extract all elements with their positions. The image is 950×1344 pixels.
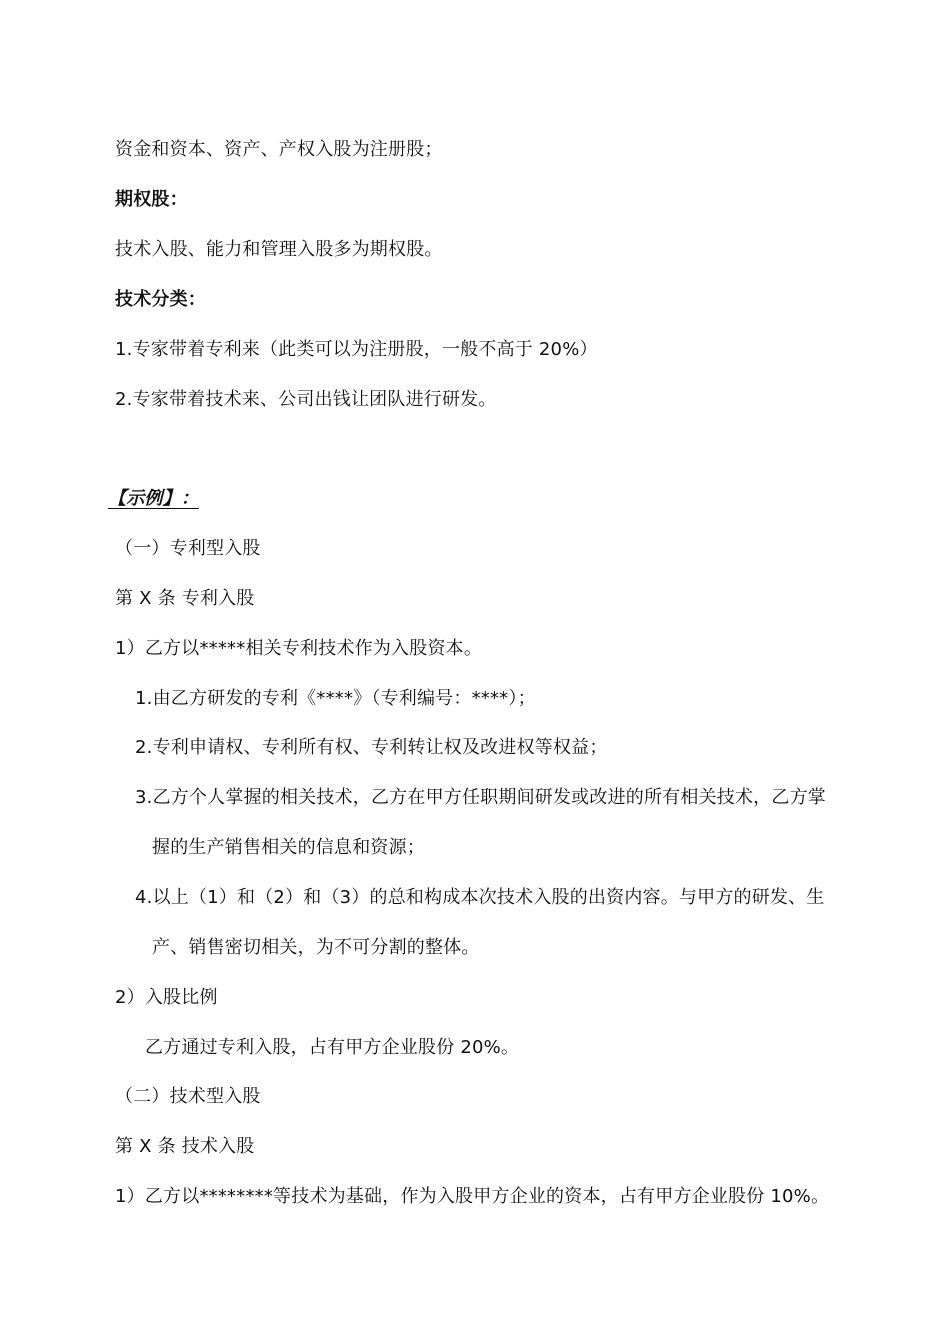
- point-patent-capital: 1）乙方以*****相关专利技术作为入股资本。: [115, 638, 483, 659]
- list-item-patent-expert: 1.专家带着专利来（此类可以为注册股，一般不高于 20%）: [115, 339, 598, 360]
- section-title-patent: （一）专利型入股: [115, 538, 261, 559]
- point-share-ratio: 2）入股比例: [115, 987, 218, 1008]
- heading-tech-classification: 技术分类：: [115, 289, 206, 310]
- sub-item-3-line-1: 3.乙方个人掌握的相关技术，乙方在甲方任职期间研发或改进的所有相关技术，乙方掌: [135, 787, 826, 808]
- sub-item-2: 2.专利申请权、专利所有权、专利转让权及改进权等权益；: [135, 737, 608, 758]
- article-patent: 第 X 条 专利入股: [115, 588, 255, 609]
- article-technology: 第 X 条 技术入股: [115, 1136, 255, 1157]
- paragraph-option-shares: 技术入股、能力和管理入股多为期权股。: [115, 239, 443, 260]
- sub-item-3-line-2: 握的生产销售相关的信息和资源；: [152, 837, 425, 858]
- sub-item-1: 1.由乙方研发的专利《****》（专利编号：****）；: [135, 688, 536, 709]
- heading-option-shares: 期权股：: [115, 189, 188, 210]
- section-title-technology: （二）技术型入股: [115, 1086, 261, 1107]
- paragraph-registered-shares: 资金和资本、资产、产权入股为注册股；: [115, 139, 443, 160]
- paragraph-share-ratio: 乙方通过专利入股，占有甲方企业股份 20%。: [145, 1037, 520, 1058]
- example-heading: 【示例】：: [108, 488, 199, 509]
- sub-item-4-line-1: 4.以上（1）和（2）和（3）的总和构成本次技术入股的出资内容。与甲方的研发、生: [135, 887, 825, 908]
- list-item-tech-expert: 2.专家带着技术来、公司出钱让团队进行研发。: [115, 389, 497, 410]
- sub-item-4-line-2: 产、销售密切相关，为不可分割的整体。: [152, 937, 480, 958]
- point-technology-capital: 1）乙方以********等技术为基础，作为入股甲方企业的资本，占有甲方企业股份 10%。: [115, 1186, 830, 1207]
